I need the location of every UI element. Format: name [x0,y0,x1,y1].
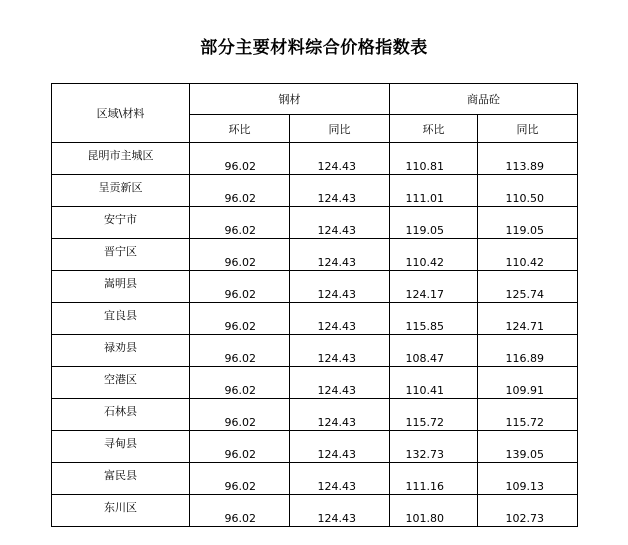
steel-yoy-cell: 124.43 [290,239,390,271]
table-row [52,399,578,431]
concrete-yoy-cell: 113.89 [478,143,578,175]
subheader-steel-mom: 环比 [190,115,290,143]
table-row [52,335,578,367]
region-cell: 晋宁区 [52,239,190,271]
steel-mom-cell: 96.02 [190,431,290,463]
concrete-yoy-cell: 125.74 [478,271,578,303]
steel-mom-cell: 96.02 [190,303,290,335]
steel-mom-cell: 96.02 [190,335,290,367]
concrete-mom-cell: 108.47 [390,335,478,367]
concrete-mom-cell: 115.85 [390,303,478,335]
concrete-mom-cell: 111.16 [390,463,478,495]
corner-header-cell: 区域\材料 [52,84,190,143]
table-row [52,207,578,239]
steel-yoy-cell: 124.43 [290,175,390,207]
concrete-yoy-cell: 110.42 [478,239,578,271]
steel-yoy-cell: 124.43 [290,367,390,399]
table-row [52,143,578,175]
concrete-mom-cell: 119.05 [390,207,478,239]
concrete-yoy-cell: 116.89 [478,335,578,367]
steel-mom-cell: 96.02 [190,207,290,239]
region-cell: 富民县 [52,463,190,495]
table-row [52,367,578,399]
table-row [52,495,578,527]
steel-yoy-cell: 124.43 [290,207,390,239]
concrete-mom-cell: 110.81 [390,143,478,175]
steel-mom-cell: 96.02 [190,175,290,207]
region-cell: 东川区 [52,495,190,527]
region-cell: 呈贡新区 [52,175,190,207]
steel-yoy-cell: 124.43 [290,495,390,527]
steel-yoy-cell: 124.43 [290,271,390,303]
region-cell: 昆明市主城区 [52,143,190,175]
steel-mom-cell: 96.02 [190,239,290,271]
table-row [52,271,578,303]
region-cell: 嵩明县 [52,271,190,303]
steel-yoy-cell: 124.43 [290,431,390,463]
concrete-mom-cell: 115.72 [390,399,478,431]
concrete-yoy-cell: 119.05 [478,207,578,239]
subheader-concrete-mom: 环比 [390,115,478,143]
steel-mom-cell: 96.02 [190,143,290,175]
table-header-row [52,84,578,115]
concrete-mom-cell: 124.17 [390,271,478,303]
table-row [52,431,578,463]
concrete-mom-cell: 111.01 [390,175,478,207]
concrete-yoy-cell: 110.50 [478,175,578,207]
concrete-mom-cell: 101.80 [390,495,478,527]
table-row [52,303,578,335]
price-index-table [51,83,578,527]
concrete-yoy-cell: 115.72 [478,399,578,431]
region-cell: 宜良县 [52,303,190,335]
table-row [52,239,578,271]
steel-mom-cell: 96.02 [190,495,290,527]
concrete-mom-cell: 110.41 [390,367,478,399]
steel-yoy-cell: 124.43 [290,303,390,335]
concrete-yoy-cell: 109.13 [478,463,578,495]
concrete-mom-cell: 110.42 [390,239,478,271]
region-cell: 安宁市 [52,207,190,239]
concrete-mom-cell: 132.73 [390,431,478,463]
steel-yoy-cell: 124.43 [290,399,390,431]
steel-mom-cell: 96.02 [190,271,290,303]
subheader-steel-yoy: 同比 [290,115,390,143]
region-cell: 石林县 [52,399,190,431]
steel-yoy-cell: 124.43 [290,143,390,175]
steel-mom-cell: 96.02 [190,367,290,399]
group-header-concrete: 商品砼 [390,84,578,115]
steel-mom-cell: 96.02 [190,399,290,431]
group-header-steel: 钢材 [190,84,390,115]
page-title: 部分主要材料综合价格指数表 [200,38,428,58]
steel-yoy-cell: 124.43 [290,463,390,495]
steel-yoy-cell: 124.43 [290,335,390,367]
concrete-yoy-cell: 124.71 [478,303,578,335]
table-row [52,463,578,495]
region-cell: 寻甸县 [52,431,190,463]
region-cell: 禄劝县 [52,335,190,367]
concrete-yoy-cell: 109.91 [478,367,578,399]
table-row [52,175,578,207]
concrete-yoy-cell: 139.05 [478,431,578,463]
region-cell: 空港区 [52,367,190,399]
steel-mom-cell: 96.02 [190,463,290,495]
subheader-concrete-yoy: 同比 [478,115,578,143]
concrete-yoy-cell: 102.73 [478,495,578,527]
